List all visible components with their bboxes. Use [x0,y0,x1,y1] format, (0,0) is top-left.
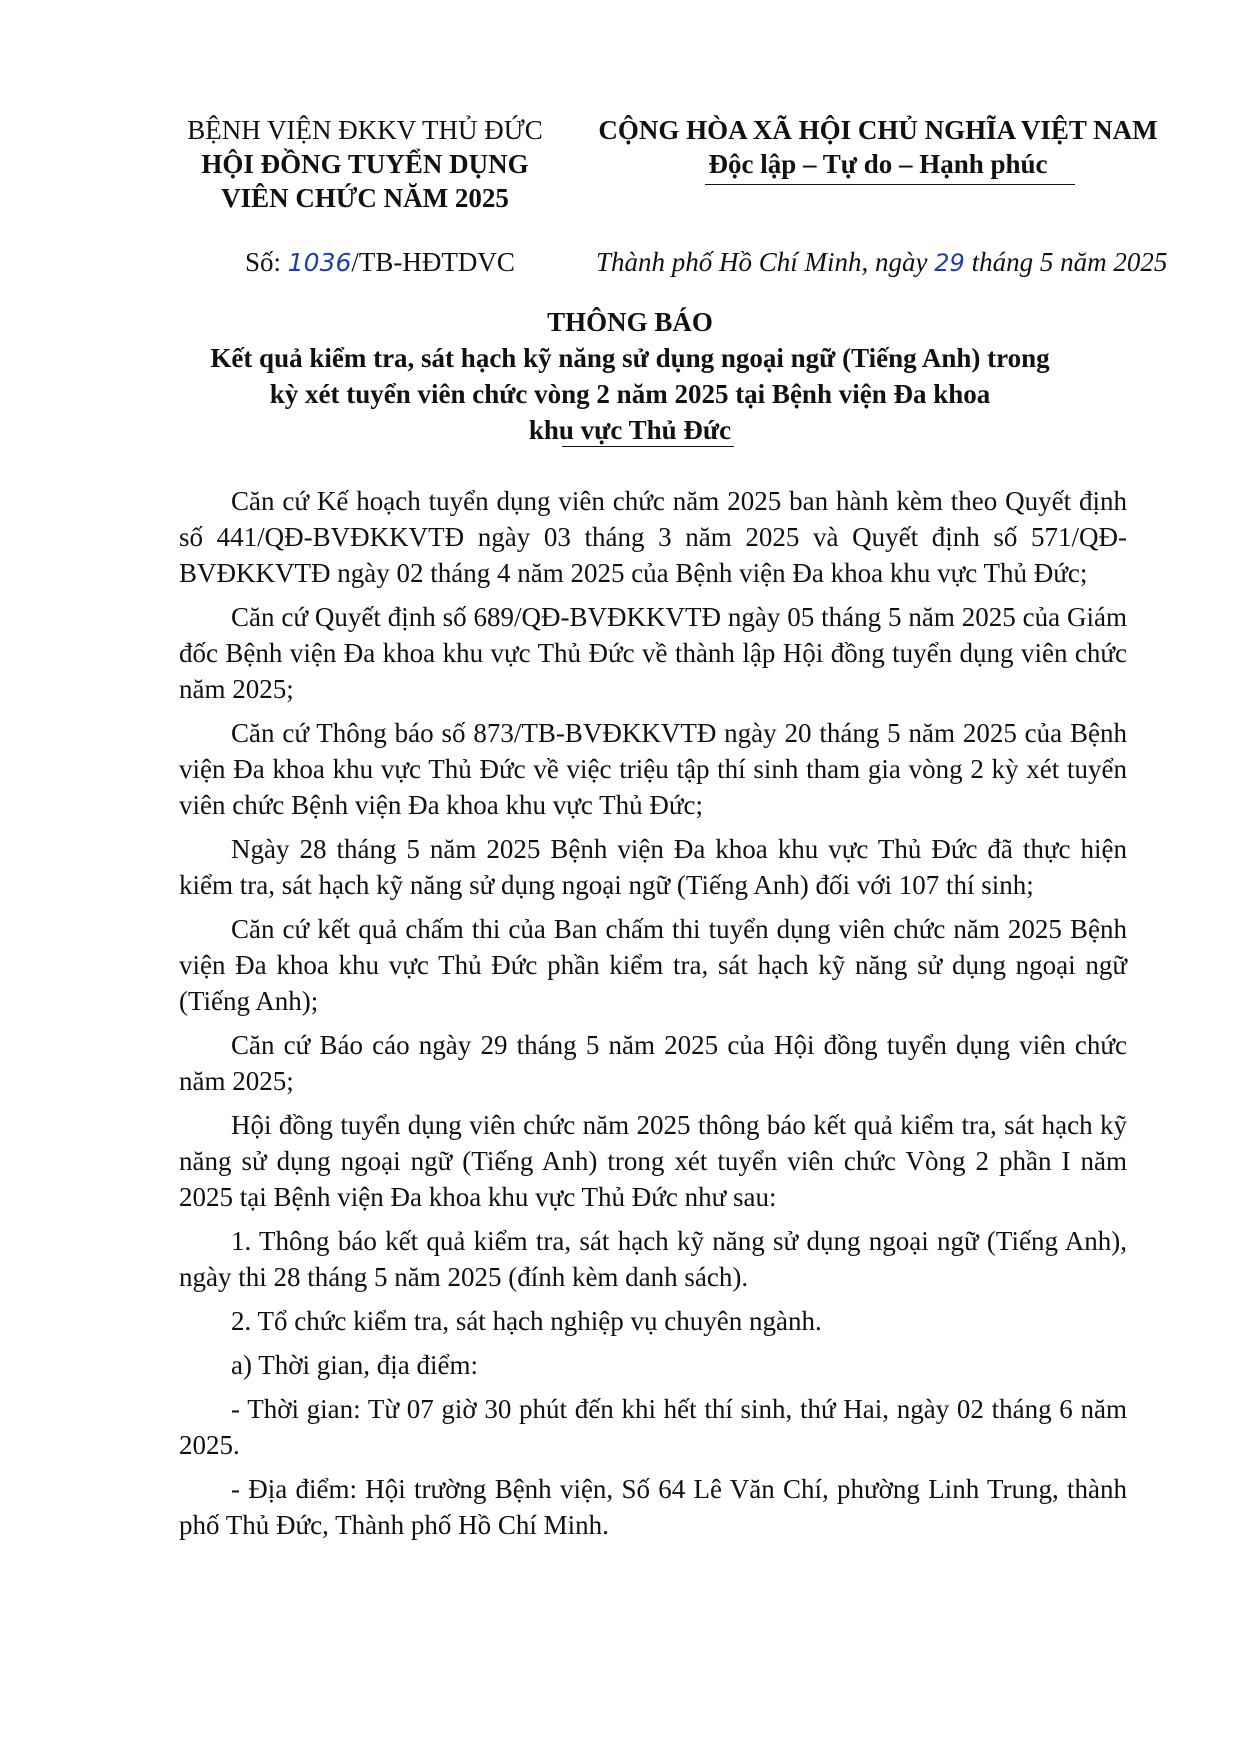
document-number [245,247,515,278]
document-body [179,483,1127,1551]
issuer-header [160,113,570,215]
document-number-prefix: Số: [245,247,288,277]
handwritten-day: 29 [934,249,965,277]
issuer-council-year: VIÊN CHỨC NĂM 2025 [221,183,509,213]
paragraph: Căn cứ Báo cáo ngày 29 tháng 5 năm 2025 của Hội đồng tuyển dụng viên chức năm 2025; [179,1030,1127,1096]
document-number-suffix: /TB-HĐTDVC [351,247,515,277]
place-date-after: tháng 5 năm 2025 [964,247,1168,277]
paragraph: 2. Tổ chức kiểm tra, sát hạch nghiệp vụ chuyên ngành. [231,1306,822,1336]
title-line-2: kỳ xét tuyển viên chức vòng 2 năm 2025 tại Bệnh viện Đa khoa [269,379,991,409]
title-line-3: khu vực Thủ Đức [528,415,732,445]
place-date-before: Thành phố Hồ Chí Minh, ngày [596,247,935,277]
place-and-date [596,247,1167,278]
issuer-hospital: BỆNH VIỆN ĐKKV THỦ ĐỨC [187,115,543,145]
paragraph: Căn cứ kết quả chấm thi của Ban chấm thi tuyển dụng viên chức năm 2025 Bệnh viện Đa khoa khu vực Thủ Đức phần kiểm tra, sát hạch kỹ năng sử dụng ngoại ngữ (Tiếng Anh); [179,914,1127,1016]
title-underline [562,446,734,447]
paragraph: Hội đồng tuyển dụng viên chức năm 2025 thông báo kết quả kiểm tra, sát hạch kỹ năng sử dụng ngoại ngữ (Tiếng Anh) trong xét tuyển viên chức Vòng 2 phần I năm 2025 tại Bệnh viện Đa khoa khu vực Thủ Đức như sau: [179,1110,1127,1212]
issuer-council: HỘI ĐỒNG TUYỂN DỤNG [201,149,529,179]
paragraph: Ngày 28 tháng 5 năm 2025 Bệnh viện Đa khoa khu vực Thủ Đức đã thực hiện kiểm tra, sát hạch kỹ năng sử dụng ngoại ngữ (Tiếng Anh) đối với 107 thí sinh; [179,834,1127,900]
paragraph: Căn cứ Quyết định số 689/QĐ-BVĐKKVTĐ ngày 05 tháng 5 năm 2025 của Giám đốc Bệnh viện Đa khoa khu vực Thủ Đức về thành lập Hội đồng tuyển dụng viên chức năm 2025; [179,602,1127,704]
national-header [588,113,1168,181]
title-line-1: Kết quả kiểm tra, sát hạch kỹ năng sử dụng ngoại ngữ (Tiếng Anh) trong [210,343,1050,373]
paragraph: Căn cứ Kế hoạch tuyển dụng viên chức năm 2025 ban hành kèm theo Quyết định số 441/QĐ-BVĐKKVTĐ ngày 03 tháng 3 năm 2025 và Quyết định số 571/QĐ-BVĐKKVTĐ ngày 02 tháng 4 năm 2025 của Bệnh viện Đa khoa khu vực Thủ Đức; [179,486,1127,588]
paragraph: 1. Thông báo kết quả kiểm tra, sát hạch kỹ năng sử dụng ngoại ngữ (Tiếng Anh), ngày thi 28 tháng 5 năm 2025 (đính kèm danh sách). [179,1226,1127,1292]
document-number-handwritten: 1036 [287,248,352,277]
title-main: THÔNG BÁO [547,307,713,337]
paragraph: a) Thời gian, địa điểm: [231,1350,478,1380]
motto-underline [705,184,1075,185]
paragraph: Căn cứ Thông báo số 873/TB-BVĐKKVTĐ ngày 20 tháng 5 năm 2025 của Bệnh viện Đa khoa khu vực Thủ Đức về việc triệu tập thí sinh tham gia vòng 2 kỳ xét tuyển viên chức Bệnh viện Đa khoa khu vực Thủ Đức; [179,718,1127,820]
document-title [160,304,1100,448]
national-title: CỘNG HÒA XÃ HỘI CHỦ NGHĨA VIỆT NAM [598,115,1158,145]
paragraph: - Địa điểm: Hội trường Bệnh viện, Số 64 Lê Văn Chí, phường Linh Trung, thành phố Thủ Đức, Thành phố Hồ Chí Minh. [179,1474,1127,1540]
national-motto: Độc lập – Tự do – Hạnh phúc [708,149,1048,179]
paragraph: - Thời gian: Từ 07 giờ 30 phút đến khi hết thí sinh, thứ Hai, ngày 02 tháng 6 năm 2025. [179,1394,1127,1460]
